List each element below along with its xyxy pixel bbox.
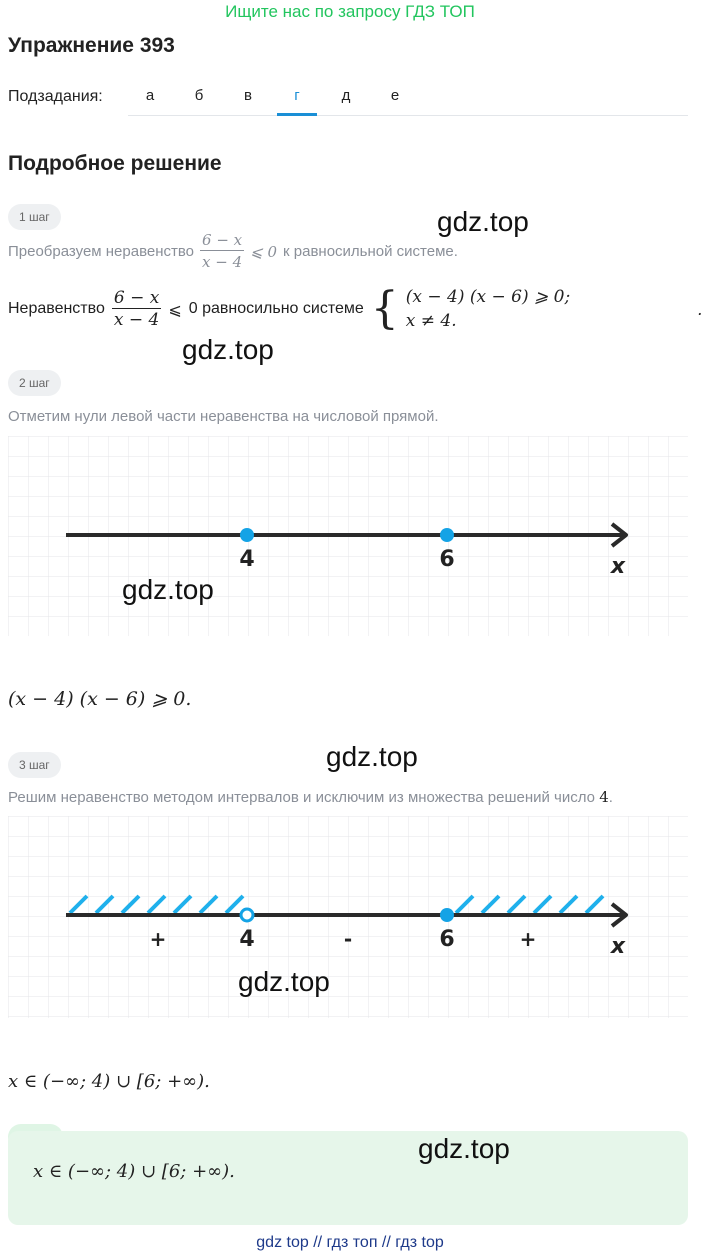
point-label: 4: [239, 927, 255, 952]
axis-label: x: [610, 554, 626, 579]
point-4: [240, 528, 254, 542]
tab-a[interactable]: а: [145, 87, 155, 104]
fraction: [200, 230, 244, 273]
number-line-diagram: [8, 436, 688, 636]
point-6: [440, 528, 454, 542]
system-brace: {: [370, 283, 399, 334]
step-badge: 1 шаг: [8, 204, 61, 230]
step3-text-end: .: [608, 789, 613, 806]
sign-label: +: [519, 927, 537, 951]
step3-result: x ∈ (−∞; 4) ∪ [6; +∞).: [8, 1071, 210, 1092]
system-line: x ≠ 4.: [405, 311, 457, 331]
open-point-4: [241, 909, 253, 921]
fraction: [112, 288, 161, 331]
step-badge: 3 шаг: [8, 752, 61, 778]
subtasks-label: Подзадания:: [8, 88, 103, 105]
step3-number: 4: [599, 788, 609, 806]
watermark: gdz.top: [437, 206, 529, 237]
watermark: gdz.top: [238, 966, 330, 997]
step2-text: Отметим нули левой части неравенства на числовой прямой.: [8, 408, 439, 425]
step3-text: [8, 788, 613, 806]
point-label: 6: [439, 547, 455, 572]
answer-text: x ∈ (−∞; 4) ∪ [6; +∞).: [33, 1161, 235, 1182]
step3-text-main: Решим неравенство методом интервалов и исключим из множества решений число: [8, 789, 596, 806]
watermark: gdz.top: [418, 1133, 510, 1164]
watermark: gdz.top: [326, 741, 418, 772]
step1-intro: [8, 230, 458, 273]
step1-statement: [8, 285, 702, 333]
page-title: Упражнение 393: [8, 34, 175, 57]
section-title: Подробное решение: [8, 152, 222, 175]
inequality: (x − 4) (x − 6) ⩾ 0.: [8, 688, 192, 710]
tab-d[interactable]: д: [341, 87, 351, 104]
inequality-system: [406, 285, 570, 333]
point-label: 6: [439, 927, 455, 952]
fraction-numerator: 6 − x: [113, 287, 160, 308]
step-badge: 2 шаг: [8, 370, 61, 396]
sign-label: +: [149, 927, 167, 951]
fraction-numerator: 6 − x: [202, 231, 243, 249]
fraction-denominator: x − 4: [113, 309, 160, 330]
fraction-denominator: x − 4: [202, 253, 243, 271]
point-label: 4: [239, 547, 255, 572]
step1-statement-mid: 0 равносильно системе: [188, 300, 364, 317]
footer-links[interactable]: gdz top // гдз топ // гдз top: [256, 1234, 444, 1251]
step1-intro-end: к равносильной системе.: [283, 243, 458, 260]
interval-method-diagram: [8, 816, 688, 1018]
watermark: gdz.top: [182, 334, 274, 365]
step1-statement-text: Неравенство: [8, 300, 105, 317]
end-mark: .: [697, 299, 702, 319]
search-banner: Ищите нас по запросу ГДЗ ТОП: [225, 2, 475, 21]
sign-label: -: [343, 927, 353, 951]
tab-b[interactable]: б: [194, 87, 204, 104]
step1-intro-text: Преобразуем неравенство: [8, 243, 195, 260]
closed-point-6: [440, 908, 454, 922]
relation: ⩽: [168, 299, 182, 319]
tab-e[interactable]: е: [390, 87, 400, 104]
axis-label: x: [610, 934, 626, 959]
tab-v[interactable]: в: [244, 87, 252, 104]
system-line: (x − 4) (x − 6) ⩾ 0;: [405, 287, 571, 307]
subtasks-tabs: [128, 78, 688, 116]
tab-g[interactable]: г: [277, 78, 317, 116]
relation: ⩽ 0: [250, 242, 278, 261]
watermark: gdz.top: [122, 574, 214, 605]
